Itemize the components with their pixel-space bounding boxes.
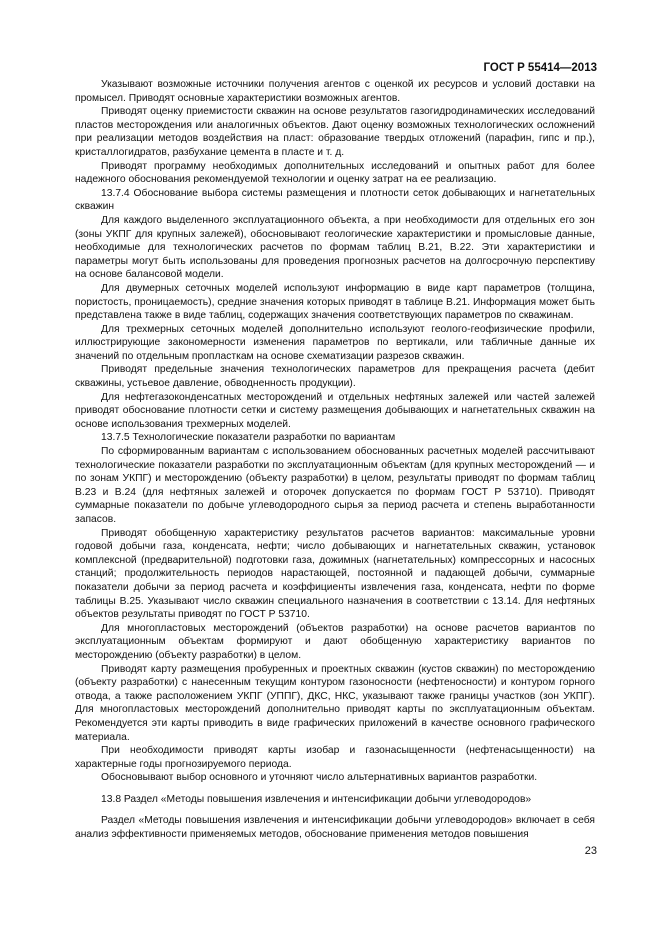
document-header: ГОСТ Р 55414—2013: [483, 62, 597, 74]
paragraph: Приводят оценку приемистости скважин на основе результатов газогидродинамических исследований пластов месторождения или аналогичных объектов. Дают оценку возможных технологических осложнений при реализации методов воздействия на пласт: образование твердых отложений (парафин, гипс и пр.), кристаллогидратов, разбухание цемента в пласте и т. д.: [75, 106, 595, 158]
paragraph: Раздел «Методы повышения извлечения и интенсификации добычи углеводородов» включает в себя анализ эффективности применяемых методов, обоснование применения методов повышения: [75, 815, 595, 841]
section-heading-13-7-4: 13.7.4 Обоснование выбора системы размещения и плотности сеток добывающих и нагнетательных скважин: [75, 187, 595, 213]
page-number: 23: [584, 845, 597, 857]
paragraph: Для трехмерных сеточных моделей дополнительно используют геолого-геофизические профили, иллюстрирующие закономерности изменения параметров по вертикали, или табличные данные их значений по отдельным пропласткам на основе схематизации разрезов скважин.: [75, 323, 595, 362]
document-body: [75, 78, 595, 842]
paragraph: При необходимости приводят карты изобар и газонасыщенности (нефтенасыщенности) на характерные годы прогнозируемого периода.: [75, 745, 595, 770]
paragraph: Обосновывают выбор основного и уточняют число альтернативных вариантов разработки.: [101, 772, 538, 784]
paragraph: Для многопластовых месторождений (объектов разработки) на основе расчетов вариантов по эксплуатационным объектам формируют и дают обобщенную характеристику вариантов по месторождению (объекту разработки) в целом.: [75, 622, 595, 661]
paragraph: Приводят предельные значения технологических параметров для прекращения расчета (дебит скважины, устьевое давление, обводненность продукции).: [75, 364, 595, 390]
paragraph: Для двумерных сеточных моделей используют информацию в виде карт параметров (толщина, пористость, проницаемость), средние значения которых приводят в таблице В.21. Информация может быть представлена также в виде таблиц, содержащих значения соответствующих параметров по скважинам.: [75, 282, 595, 322]
paragraph: По сформированным вариантам с использованием обоснованных расчетных моделей рассчитывают технологические показатели разработки по эксплуатационным объектам (для крупных месторождений — и по зонам УКПГ) и месторождению (объекту разработки) в целом, результаты приводят по формам таблиц В.23 и В.24 (для нефтяных залежей и оторочек допускается по формам ГОСТ Р 53710). Приводят суммарные показатели по добыче углеводородного сырья за период расчета и степень выработанности запасов.: [75, 446, 595, 525]
paragraph: Указывают возможные источники получения агентов с оценкой их ресурсов и условий доставки на промысел. Приводят основные характеристики возможных агентов.: [75, 79, 595, 104]
paragraph: Приводят карту размещения пробуренных и проектных скважин (кустов скважин) по месторождению (объекту разработки) с нанесенным текущим контуром газоносности (нефтеносности) и контуром горного отвода, а также расположением УКПГ (УППГ), ДКС, НКС, указывают также границы участков (зон УКПГ). Для многопластовых месторождений дополнительно приводят карты по эксплуатационным объектам. Рекомендуется эти карты приводить в виде графических приложений в качестве основного графического материала.: [75, 663, 595, 743]
section-heading-13-7-5: 13.7.5 Технологические показатели разработки по вариантам: [101, 432, 396, 444]
paragraph: Приводят программу необходимых дополнительных исследований и опытных работ для более надежного обоснования рекомендуемой технологии и оценку затрат на ее реализацию.: [75, 160, 595, 186]
paragraph: Для нефтегазоконденсатных месторождений и отдельных нефтяных залежей или частей залежей приводят обоснование плотности сетки и систему размещения добывающих и нагнетательных скважин на основе использования трехмерных моделей.: [75, 391, 595, 430]
section-heading-13-8: 13.8 Раздел «Методы повышения извлечения и интенсификации добычи углеводородов»: [101, 793, 532, 805]
paragraph: Для каждого выделенного эксплуатационного объекта, а при необходимости для отдельных его зон (зоны УКПГ для крупных залежей), обосновывают геологические характеристики и промысловые данные, необходимые для технологических расчетов по формам таблиц В.21, В.22. Эти характеристики и параметры могут быть использованы для проведения прогнозных расчетов на долгосрочную перспективу на основе балансовой модели.: [75, 214, 595, 281]
paragraph: Приводят обобщенную характеристику результатов расчетов вариантов: максимальные уровни годовой добычи газа, конденсата, нефти; число добывающих и нагнетательных скважин, установок комплексной (предварительной) подготовки газа, дожимных (нагнетательных) компрессорных и насосных станций; продолжительность периодов нарастающей, постоянной и падающей добычи, суммарные показатели добычи за период расчета и коэффициенты извлечения газа, конденсата, нефти по форме таблицы В.25. Указывают число скважин специального назначения в соответствии с 13.14. Для нефтяных объектов результаты приводят по ГОСТ Р 53710.: [75, 527, 595, 621]
